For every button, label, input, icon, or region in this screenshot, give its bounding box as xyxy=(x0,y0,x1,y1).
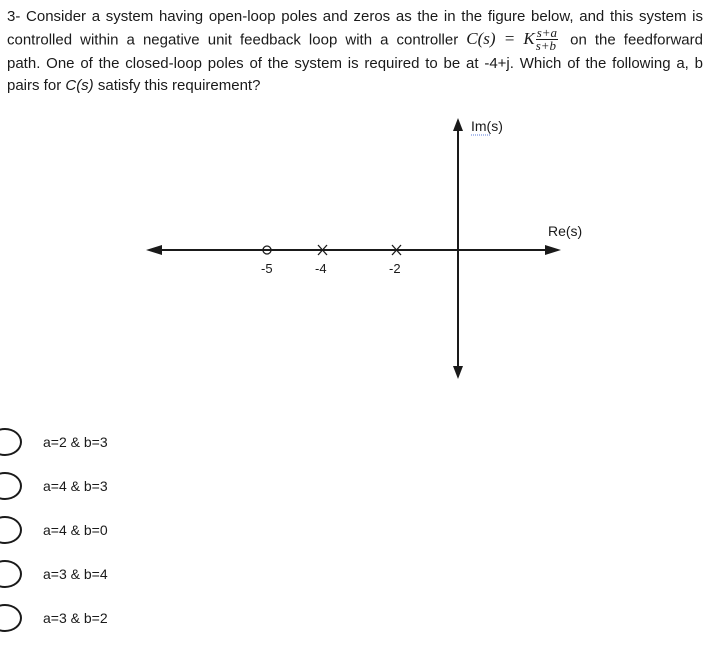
question-line-3: path. One of the closed-loop poles of the system is required to be at -4+j. Which of the following a, b xyxy=(7,55,703,72)
fraction-numerator: s+a xyxy=(536,25,558,40)
radio-button[interactable] xyxy=(0,428,22,456)
option-2[interactable] xyxy=(0,472,188,502)
radio-button[interactable] xyxy=(0,516,22,544)
radio-button[interactable] xyxy=(0,560,22,588)
option-label: a=4 & b=3 xyxy=(43,478,108,494)
option-4[interactable] xyxy=(0,560,188,590)
re-axis-label: Re(s) xyxy=(548,223,583,239)
option-label: a=4 & b=0 xyxy=(43,522,108,538)
radio-button[interactable] xyxy=(0,604,22,632)
question-line-2-post: on the feedforward xyxy=(562,31,703,49)
option-label: a=3 & b=2 xyxy=(43,610,108,626)
question-line-4-post: satisfy this requirement? xyxy=(93,77,261,94)
tick-label-pole-1: -4 xyxy=(315,261,327,276)
fraction-denominator: s+b xyxy=(535,38,557,53)
imag-axis-up-arrow xyxy=(453,118,463,131)
option-3[interactable] xyxy=(0,516,188,546)
real-axis-right-arrow xyxy=(545,245,561,255)
tick-label-pole-2: -2 xyxy=(389,261,401,276)
question-line-1: 3- Consider a system having open-loop poles and zeros as the in the figure below, and this system is xyxy=(7,8,703,25)
tick-label-zero: -5 xyxy=(261,261,273,276)
radio-button[interactable] xyxy=(0,472,22,500)
option-label: a=3 & b=4 xyxy=(43,566,108,582)
question-line-4-pre: pairs for xyxy=(7,77,66,94)
imag-axis-down-arrow xyxy=(453,366,463,379)
option-5[interactable] xyxy=(0,604,188,634)
real-axis-left-arrow xyxy=(146,245,162,255)
question-line-2-pre: controlled within a negative unit feedback loop with a controller xyxy=(7,31,467,49)
option-1[interactable] xyxy=(0,428,188,458)
formula-lhs: C(s) = K xyxy=(466,29,535,49)
im-axis-label: Im(s) xyxy=(471,118,503,134)
option-label: a=2 & b=3 xyxy=(43,434,108,450)
controller-symbol: C(s) xyxy=(65,77,94,94)
